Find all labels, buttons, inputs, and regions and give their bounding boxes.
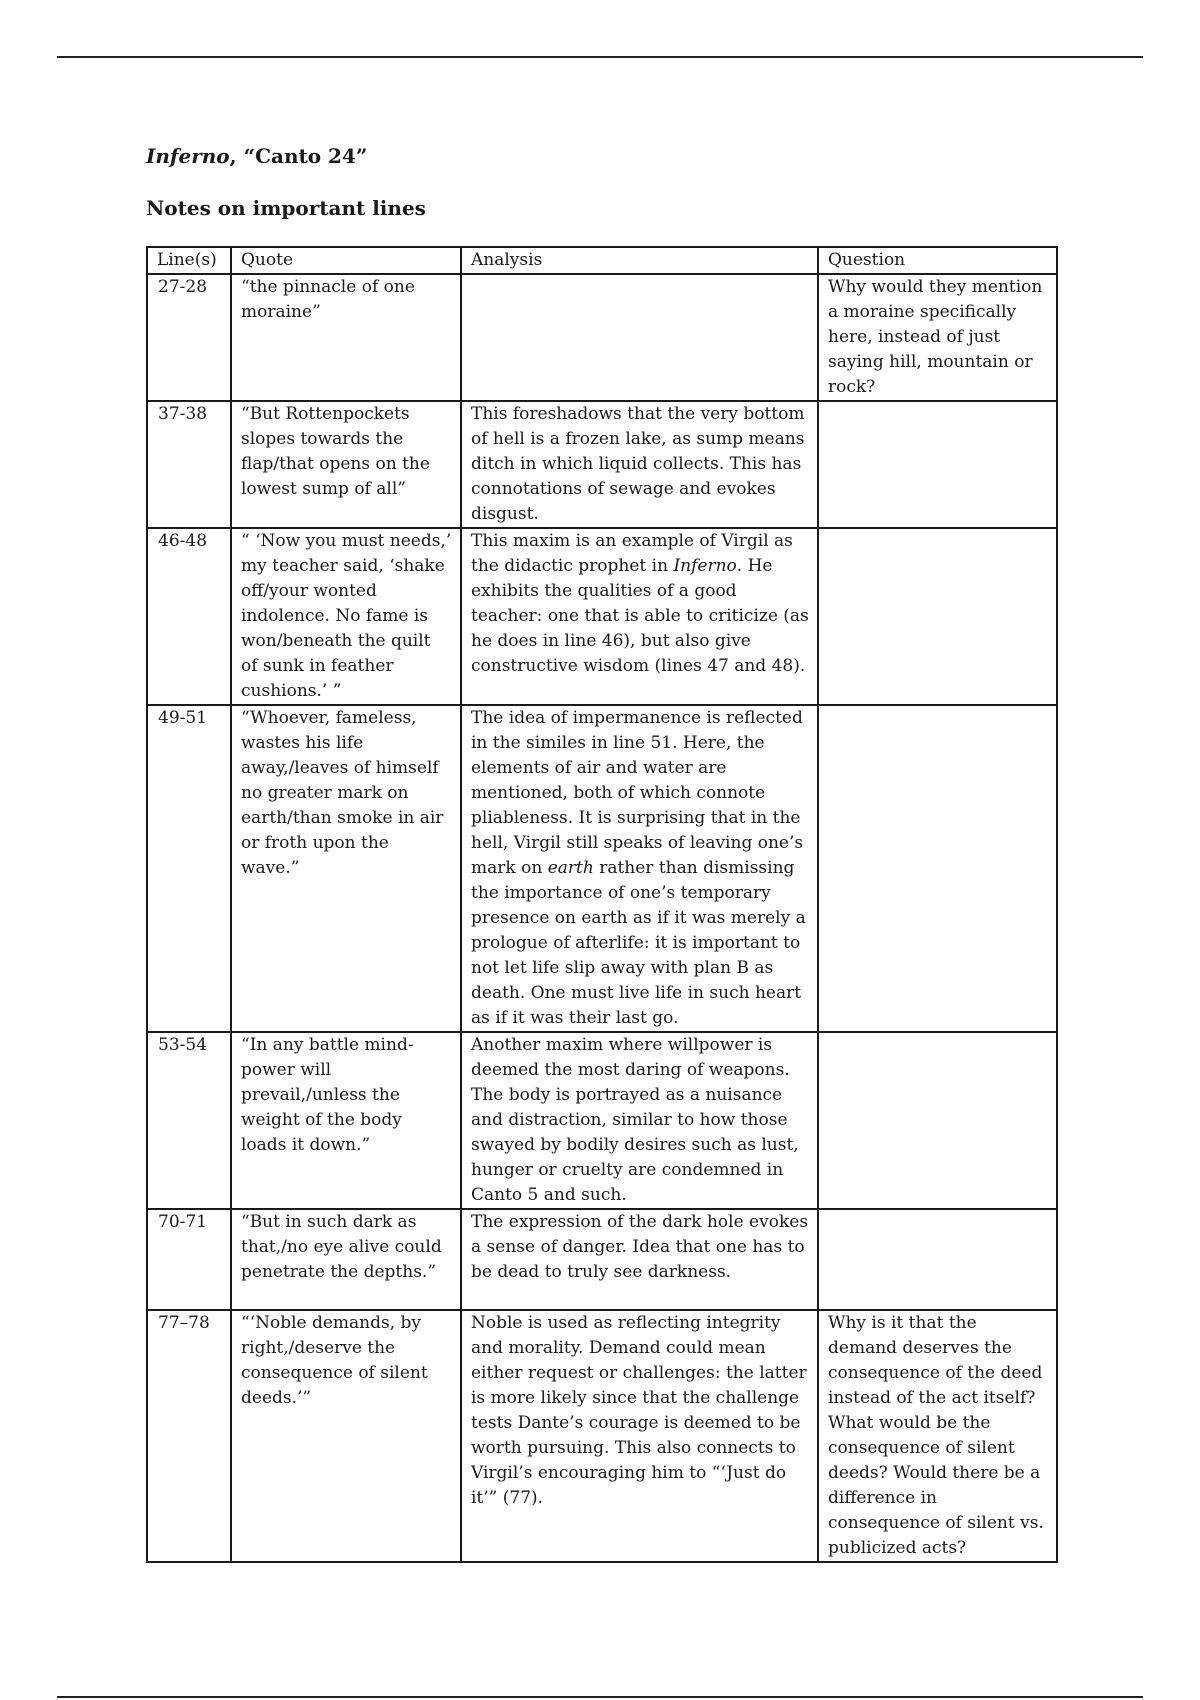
header-question: Question <box>818 247 1057 274</box>
title-rest: , “Canto 24” <box>229 144 368 168</box>
table-row <box>147 705 1057 1032</box>
cell-lines: 37-38 <box>147 401 231 528</box>
analysis-text: . He exhibits the qualities of a good teacher: one that is able to criticize (as he does in line 46), but also give constructive wisdom (lines 47 and 48). <box>471 556 809 676</box>
cell-quote: “the pinnacle of one moraine” <box>231 274 461 401</box>
analysis-text: rather than dismissing the importance of one’s temporary presence on earth as if it was merely a prologue of afterlife: it is important to not let life slip away with plan B as death. One must live life in such heart as if it was their last go. <box>471 858 806 1028</box>
table-row <box>147 401 1057 528</box>
cell-analysis: Another maxim where willpower is deemed the most daring of weapons. The body is portrayed as a nuisance and distraction, similar to how those swayed by bodily desires such as lust, hunger or cruelty are condemned in Canto 5 and such. <box>461 1032 818 1209</box>
page-title <box>146 144 367 168</box>
section-heading: Notes on important lines <box>146 196 426 220</box>
table-row <box>147 1032 1057 1209</box>
table-header-row <box>147 247 1057 274</box>
table-row <box>147 528 1057 705</box>
cell-lines: 53-54 <box>147 1032 231 1209</box>
cell-question <box>818 705 1057 1032</box>
cell-quote: “But in such dark as that,/no eye alive could penetrate the depths.” <box>231 1209 461 1310</box>
cell-analysis: The expression of the dark hole evokes a sense of danger. Idea that one has to be dead to truly see darkness. <box>461 1209 818 1310</box>
analysis-emphasis: earth <box>547 858 594 878</box>
table-row <box>147 274 1057 401</box>
cell-analysis <box>461 705 818 1032</box>
cell-question: Why would they mention a moraine specifically here, instead of just saying hill, mountain or rock? <box>818 274 1057 401</box>
cell-quote: “ ‘Now you must needs,’ my teacher said, ‘shake off/your wonted indolence. No fame is won/beneath the quilt of sunk in feather cushions.’ ” <box>231 528 461 705</box>
header-quote: Quote <box>231 247 461 274</box>
header-lines: Line(s) <box>147 247 231 274</box>
cell-quote: “In any battle mind-power will prevail,/unless the weight of the body loads it down.” <box>231 1032 461 1209</box>
cell-quote: “‘Noble demands, by right,/deserve the consequence of silent deeds.’” <box>231 1310 461 1562</box>
header-rule <box>57 56 1143 58</box>
cell-analysis <box>461 528 818 705</box>
analysis-text: This maxim is an example of Virgil as the didactic prophet in <box>471 531 793 576</box>
analysis-text: The idea of impermanence is reflected in the similes in line 51. Here, the elements of air and water are mentioned, both of which connote pliableness. It is surprising that in the hell, Virgil still speaks of leaving one’s mark on <box>471 708 804 878</box>
cell-lines: 70-71 <box>147 1209 231 1310</box>
cell-quote: “Whoever, fameless, wastes his life away,/leaves of himself no greater mark on earth/than smoke in air or froth upon the wave.” <box>231 705 461 1032</box>
analysis-emphasis: Inferno <box>673 556 737 576</box>
cell-quote: “But Rottenpockets slopes towards the flap/that opens on the lowest sump of all” <box>231 401 461 528</box>
cell-question <box>818 1209 1057 1310</box>
cell-lines: 77–78 <box>147 1310 231 1562</box>
cell-lines: 46-48 <box>147 528 231 705</box>
table-row <box>147 1209 1057 1310</box>
cell-question <box>818 528 1057 705</box>
cell-question: Why is it that the demand deserves the consequence of the deed instead of the act itself? What would be the consequence of silent deeds? Would there be a difference in consequence of silent vs. publicized acts? <box>818 1310 1057 1562</box>
notes-table <box>146 246 1058 1563</box>
title-work: Inferno <box>146 144 230 168</box>
cell-question <box>818 401 1057 528</box>
cell-question <box>818 1032 1057 1209</box>
cell-lines: 27-28 <box>147 274 231 401</box>
cell-analysis: This foreshadows that the very bottom of hell is a frozen lake, as sump means ditch in which liquid collects. This has connotations of sewage and evokes disgust. <box>461 401 818 528</box>
footer-rule <box>57 1696 1143 1698</box>
header-analysis: Analysis <box>461 247 818 274</box>
table-row <box>147 1310 1057 1562</box>
cell-analysis: Noble is used as reflecting integrity and morality. Demand could mean either request or challenges: the latter is more likely since that the challenge tests Dante’s courage is deemed to be worth pursuing. This also connects to Virgil’s encouraging him to “‘Just do it’” (77). <box>461 1310 818 1562</box>
cell-lines: 49-51 <box>147 705 231 1032</box>
cell-analysis <box>461 274 818 401</box>
